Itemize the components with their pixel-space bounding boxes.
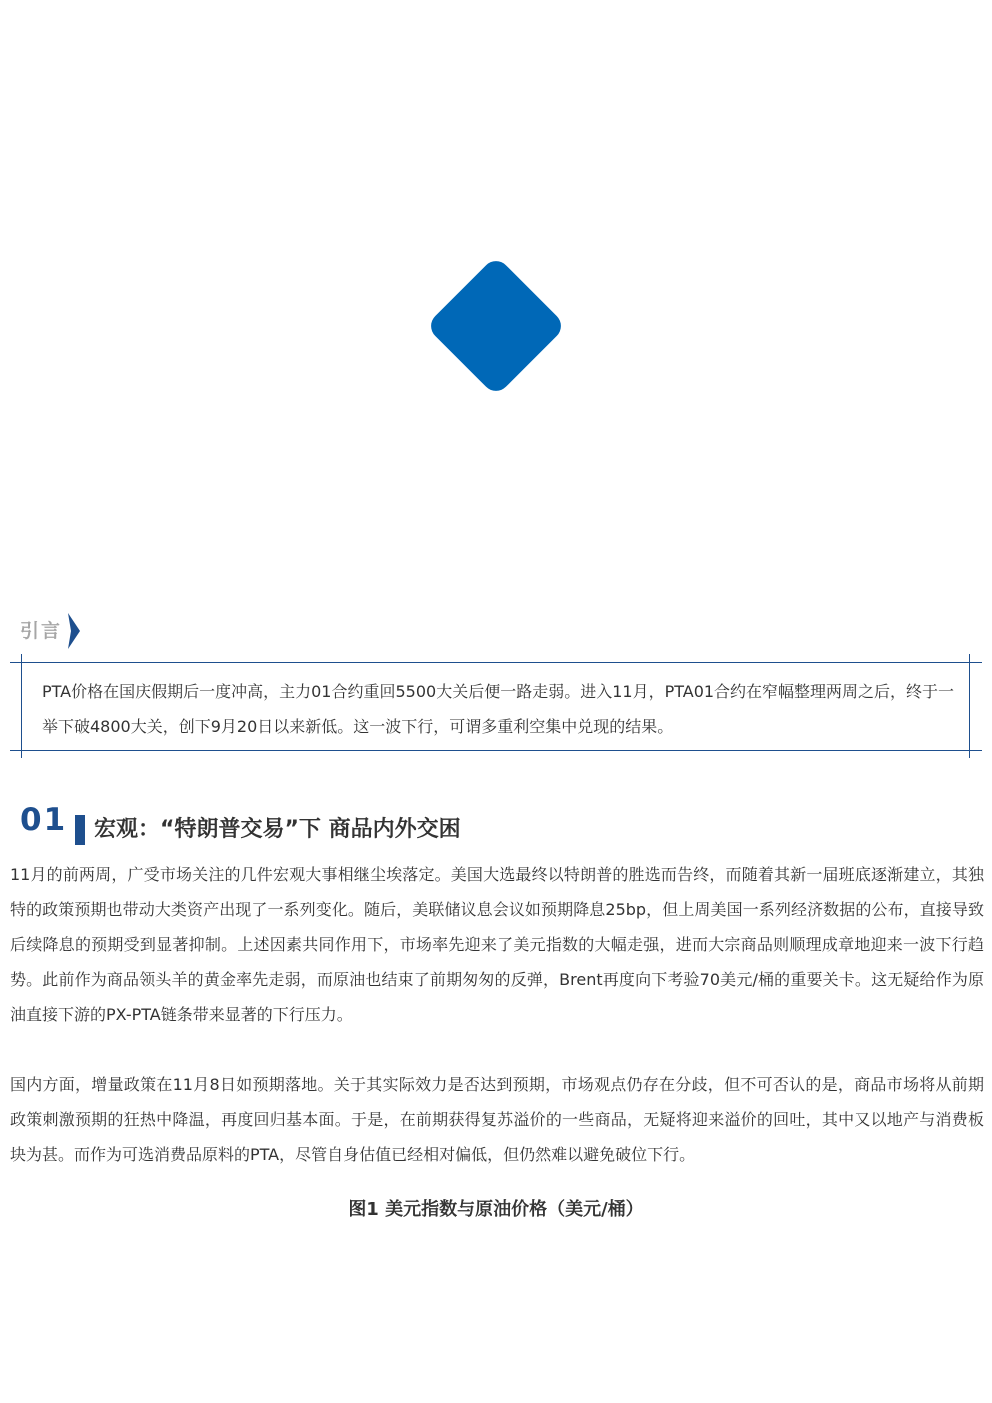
intro-quote-box xyxy=(10,662,982,750)
section-title: 宏观：“特朗普交易”下 商品内外交困 xyxy=(94,817,461,842)
figure-caption: 图1 美元指数与原油价格（美元/桶） xyxy=(348,1199,644,1220)
diamond-logo-icon xyxy=(425,255,566,396)
quote-top-rule xyxy=(10,662,982,663)
quote-right-rule xyxy=(969,654,970,758)
intro-label: 引言 xyxy=(20,620,63,642)
quote-left-rule xyxy=(21,654,22,758)
body-paragraph: 11月的前两周，广受市场关注的几件宏观大事相继尘埃落定。美国大选最终以特朗普的胜选而告终，而随着其新一届班底逐渐建立，其独特的政策预期也带动大类资产出现了一系列变化。随后，美联储议息会议如预期降息25bp，但上周美国一系列经济数据的公布，直接导致后续降息的预期受到显著抑制。上述因素共同作用下，市场率先迎来了美元指数的大幅走强，进而大宗商品则顺理成章地迎来一波下行趋势。此前作为商品领头羊的黄金率先走弱，而原油也结束了前期匆匆的反弹，Brent再度向下考验70美元/桶的重要关卡。这无疑给作为原油直接下游的PX-PTA链条带来显著的下行压力。 xyxy=(10,865,984,1024)
intro-text: PTA价格在国庆假期后一度冲高，主力01合约重回5500大关后便一路走弱。进入11月，PTA01合约在窄幅整理两周之后，终于一举下破4800大关，创下9月20日以来新低。这一波下行，可谓多重利空集中兑现的结果。 xyxy=(42,682,955,736)
quote-bottom-rule xyxy=(10,750,982,751)
section-marker-bar xyxy=(75,815,85,845)
section-number: 01 xyxy=(20,802,68,838)
body-paragraph: 国内方面，增量政策在11月8日如预期落地。关于其实际效力是否达到预期，市场观点仍存在分歧，但不可否认的是，商品市场将从前期政策刺激预期的狂热中降温，再度回归基本面。于是，在前期获得复苏溢价的一些商品，无疑将迎来溢价的回吐，其中又以地产与消费板块为甚。而作为可选消费品原料的PTA，尽管自身估值已经相对偏低，但仍然难以避免破位下行。 xyxy=(10,1075,984,1164)
chevron-right-icon xyxy=(66,611,82,651)
